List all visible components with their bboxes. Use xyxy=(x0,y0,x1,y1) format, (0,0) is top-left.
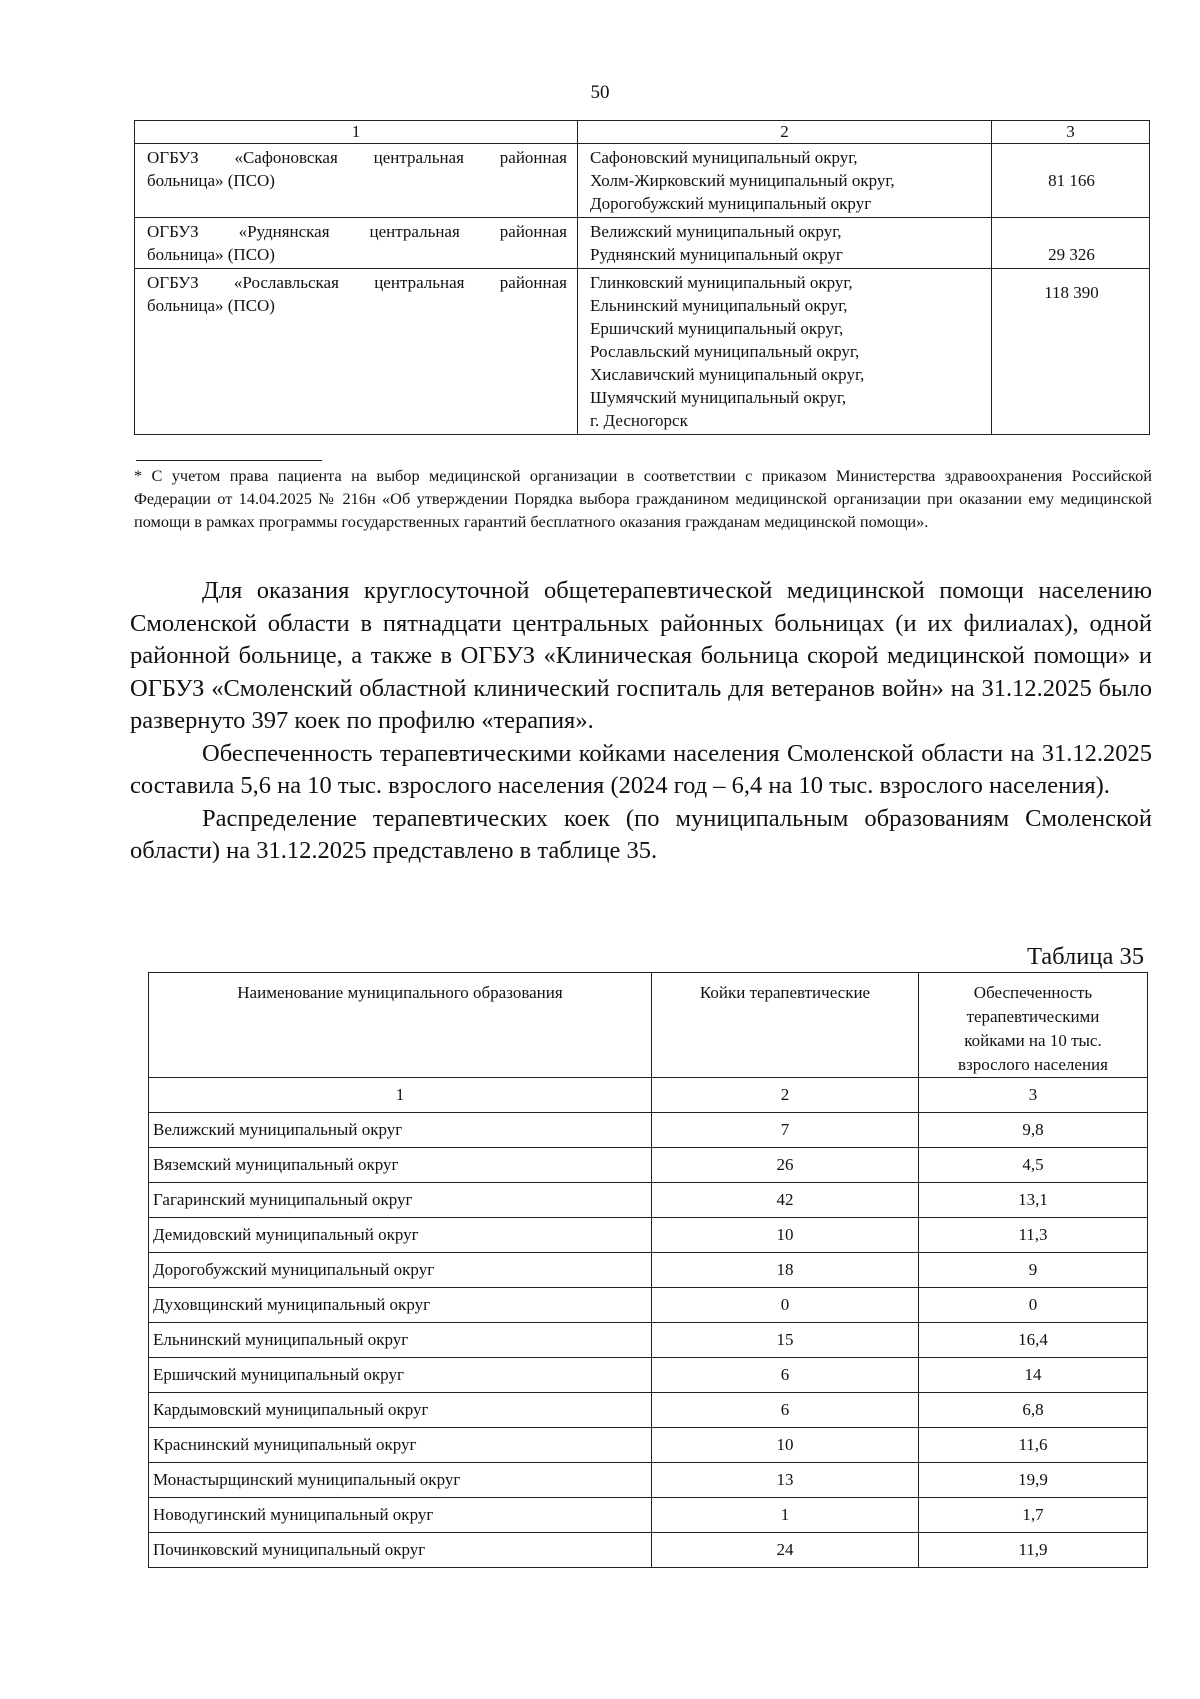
municipality-name: Гагаринский муниципальный округ xyxy=(149,1183,652,1218)
organization-cell xyxy=(135,144,578,218)
table-row xyxy=(149,1393,1148,1428)
district-item: Хиславичский муниципальный округ, xyxy=(590,365,865,384)
district-item: Рославльский муниципальный округ, xyxy=(590,342,860,361)
header-municipality: Наименование муниципального образования xyxy=(149,973,652,1078)
organization-name: ОГБУЗ «Руднянская центральная районная xyxy=(147,222,567,241)
beds-value: 7 xyxy=(652,1113,919,1148)
district-item: Ельнинский муниципальный округ, xyxy=(590,296,848,315)
district-item: Велижский муниципальный округ, xyxy=(590,222,842,241)
table-row xyxy=(149,1323,1148,1358)
organization-cell xyxy=(135,269,578,435)
rate-value: 4,5 xyxy=(919,1148,1148,1183)
table-header-row xyxy=(135,121,1150,144)
rate-value: 9,8 xyxy=(919,1113,1148,1148)
body-text xyxy=(130,575,1152,868)
column-index-row xyxy=(149,1078,1148,1113)
table-row xyxy=(149,1358,1148,1393)
table-row xyxy=(149,1148,1148,1183)
index-cell: 1 xyxy=(149,1078,652,1113)
table-row xyxy=(135,269,1150,435)
organization-name-cont: больница» (ПСО) xyxy=(147,296,275,315)
rate-value: 11,3 xyxy=(919,1218,1148,1253)
municipality-name: Дорогобужский муниципальный округ xyxy=(149,1253,652,1288)
beds-value: 1 xyxy=(652,1498,919,1533)
beds-value: 10 xyxy=(652,1428,919,1463)
organization-cell xyxy=(135,218,578,269)
beds-value: 0 xyxy=(652,1288,919,1323)
table-caption: Таблица 35 xyxy=(1026,943,1144,970)
table-row xyxy=(149,1428,1148,1463)
hospital-coverage-table xyxy=(134,120,1150,435)
beds-value: 13 xyxy=(652,1463,919,1498)
districts-cell xyxy=(578,218,992,269)
municipality-name: Велижский муниципальный округ xyxy=(149,1113,652,1148)
rate-value: 9 xyxy=(919,1253,1148,1288)
rate-value: 19,9 xyxy=(919,1463,1148,1498)
district-item: Сафоновский муниципальный округ, xyxy=(590,148,858,167)
table-row xyxy=(149,1113,1148,1148)
organization-name: ОГБУЗ «Сафоновская центральная районная xyxy=(147,148,567,167)
districts-cell xyxy=(578,144,992,218)
table-row xyxy=(149,1533,1148,1568)
paragraph: Распределение терапевтических коек (по муниципальным образованиям Смоленской области) на 31.12.2025 представлено в таблице 35. xyxy=(130,804,1152,864)
population-cell xyxy=(992,144,1150,218)
organization-name-cont: больница» (ПСО) xyxy=(147,171,275,190)
district-item: Ершичский муниципальный округ, xyxy=(590,319,844,338)
municipality-name: Духовщинский муниципальный округ xyxy=(149,1288,652,1323)
table-row xyxy=(149,1498,1148,1533)
header-rate: Обеспеченность терапевтическими койками на 10 тыс. взрослого населения xyxy=(919,973,1148,1078)
beds-value: 6 xyxy=(652,1358,919,1393)
population-value: 81 166 xyxy=(1048,171,1095,190)
rate-value: 14 xyxy=(919,1358,1148,1393)
header-beds: Койки терапевтические xyxy=(652,973,919,1078)
population-value: 118 390 xyxy=(1044,283,1099,302)
district-item: Дорогобужский муниципальный округ xyxy=(590,194,872,213)
district-item: Руднянский муниципальный округ xyxy=(590,245,843,264)
municipality-name: Краснинский муниципальный округ xyxy=(149,1428,652,1463)
organization-name: ОГБУЗ «Рославльская центральная районная xyxy=(147,273,567,292)
footnote: * С учетом права пациента на выбор медицинской организации в соответствии с приказом Министерства здравоохранения Российской Федерации от 14.04.2025 № 216н «Об утверждении Порядка выбора гражданином медицинской организации при оказании ему медицинской помощи в рамках программы государственных гарантий бесплатного оказания гражданам медицинской помощи». xyxy=(134,466,1152,531)
rate-value: 11,9 xyxy=(919,1533,1148,1568)
beds-value: 15 xyxy=(652,1323,919,1358)
paragraph: Для оказания круглосуточной общетерапевтической медицинской помощи населению Смоленской области в пятнадцати центральных районных больницах (и их филиалах), одной районной больнице, а также в ОГБУЗ «Клиническая больница скорой медицинской помощи» и ОГБУЗ «Смоленский областной клинический госпиталь для ветеранов войн» на 31.12.2025 было развернуто 397 коек по профилю «терапия». xyxy=(130,577,1152,734)
table-row xyxy=(149,1218,1148,1253)
municipality-name: Новодугинский муниципальный округ xyxy=(149,1498,652,1533)
paragraph: Обеспеченность терапевтическими койками населения Смоленской области на 31.12.2025 составила 5,6 на 10 тыс. взрослого населения (2024 год – 6,4 на 10 тыс. взрослого населения). xyxy=(130,739,1152,799)
table-row xyxy=(135,218,1150,269)
beds-value: 6 xyxy=(652,1393,919,1428)
district-item: г. Десногорск xyxy=(590,411,688,430)
municipality-name: Монастырщинский муниципальный округ xyxy=(149,1463,652,1498)
table-row xyxy=(149,1463,1148,1498)
beds-value: 18 xyxy=(652,1253,919,1288)
rate-value: 0 xyxy=(919,1288,1148,1323)
beds-value: 42 xyxy=(652,1183,919,1218)
population-cell xyxy=(992,269,1150,435)
table-row xyxy=(149,1253,1148,1288)
rate-value: 6,8 xyxy=(919,1393,1148,1428)
table-header-row xyxy=(149,973,1148,1078)
rate-value: 13,1 xyxy=(919,1183,1148,1218)
beds-value: 24 xyxy=(652,1533,919,1568)
municipality-name: Починковский муниципальный округ xyxy=(149,1533,652,1568)
table-row xyxy=(149,1288,1148,1323)
index-cell: 3 xyxy=(919,1078,1148,1113)
municipality-name: Кардымовский муниципальный округ xyxy=(149,1393,652,1428)
beds-value: 26 xyxy=(652,1148,919,1183)
district-item: Глинковский муниципальный округ, xyxy=(590,273,853,292)
district-item: Шумячский муниципальный округ, xyxy=(590,388,847,407)
therapy-beds-table xyxy=(148,972,1148,1568)
municipality-name: Ершичский муниципальный округ xyxy=(149,1358,652,1393)
population-cell xyxy=(992,218,1150,269)
table-row xyxy=(135,144,1150,218)
header-cell: 1 xyxy=(135,121,578,144)
rate-value: 16,4 xyxy=(919,1323,1148,1358)
rate-value: 1,7 xyxy=(919,1498,1148,1533)
rate-value: 11,6 xyxy=(919,1428,1148,1463)
index-cell: 2 xyxy=(652,1078,919,1113)
beds-value: 10 xyxy=(652,1218,919,1253)
municipality-name: Демидовский муниципальный округ xyxy=(149,1218,652,1253)
footnote-separator xyxy=(136,460,322,461)
municipality-name: Ельнинский муниципальный округ xyxy=(149,1323,652,1358)
page-number: 50 xyxy=(590,82,610,103)
population-value: 29 326 xyxy=(1048,245,1095,264)
organization-name-cont: больница» (ПСО) xyxy=(147,245,275,264)
district-item: Холм-Жирковский муниципальный округ, xyxy=(590,171,895,190)
header-cell: 3 xyxy=(992,121,1150,144)
header-cell: 2 xyxy=(578,121,992,144)
municipality-name: Вяземский муниципальный округ xyxy=(149,1148,652,1183)
table-row xyxy=(149,1183,1148,1218)
districts-cell xyxy=(578,269,992,435)
